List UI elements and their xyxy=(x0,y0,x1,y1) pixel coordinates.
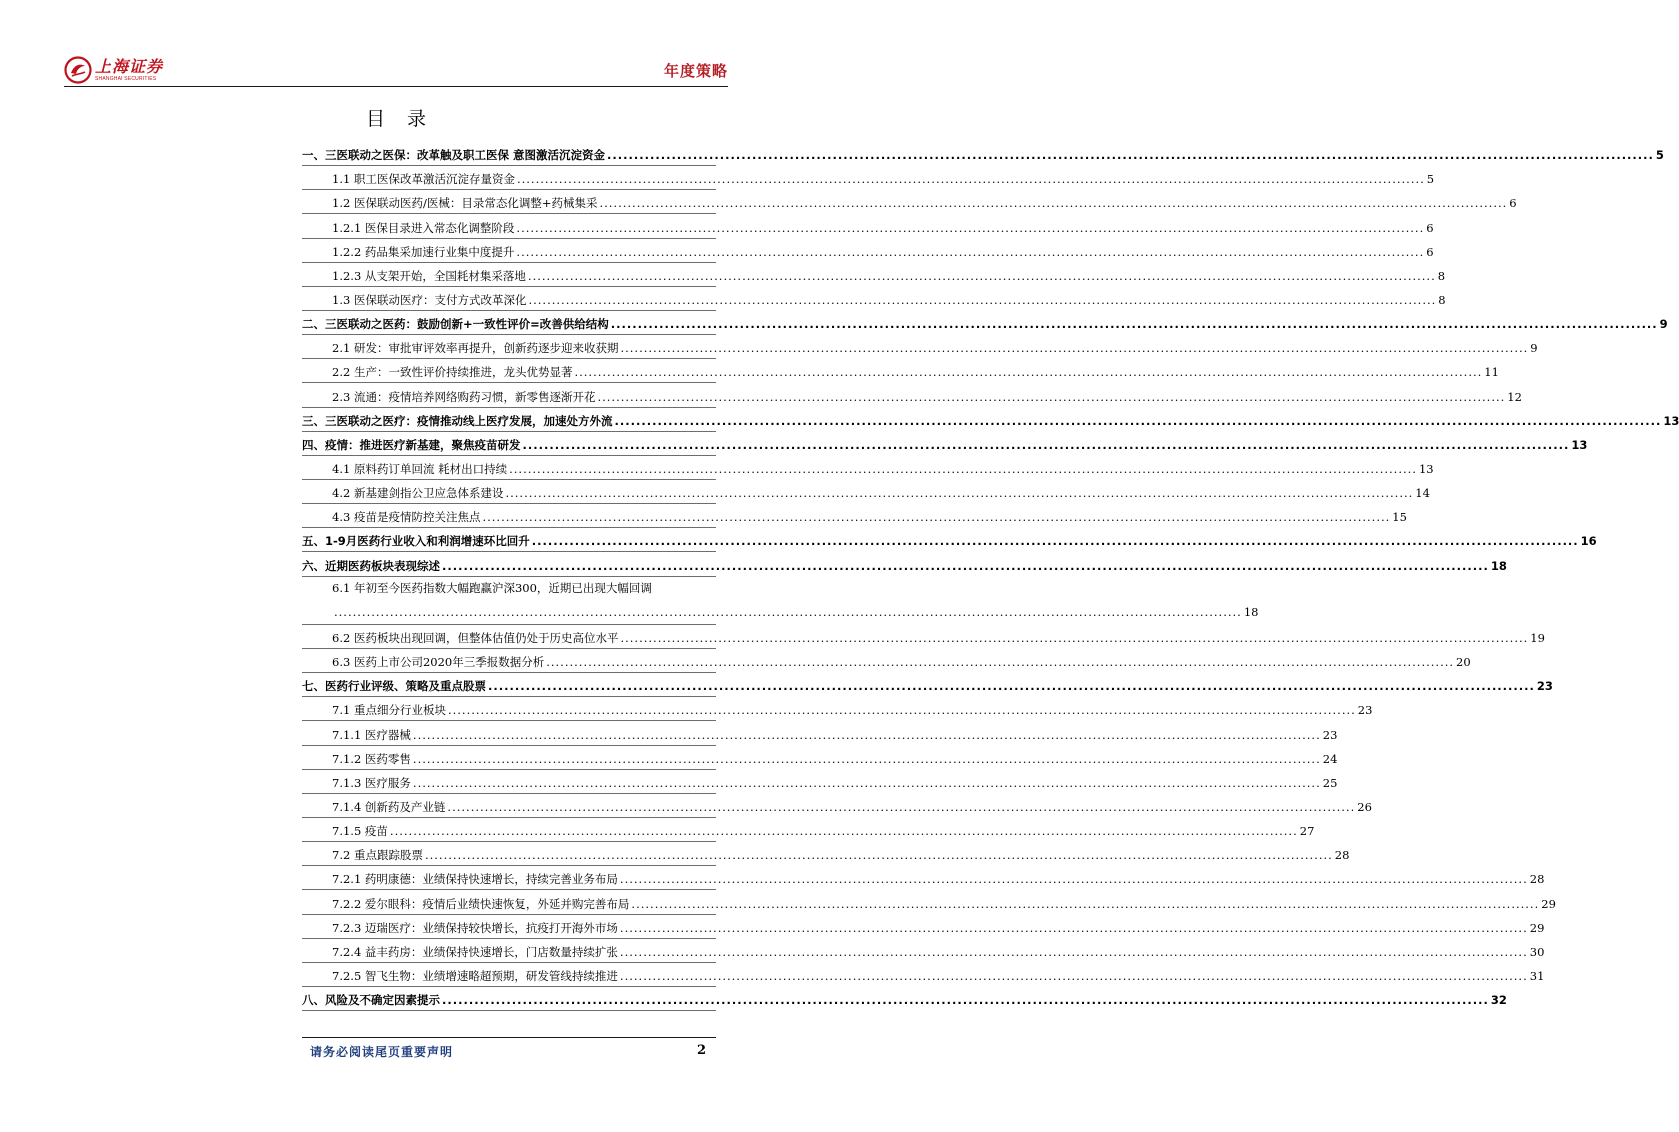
toc-entry-page: 32 xyxy=(1490,993,1507,1008)
toc-entry-title: 2.2 生产：一致性评价持续推进，龙头优势显著 xyxy=(332,365,573,380)
toc-entry[interactable] xyxy=(302,577,1259,625)
toc-entry-title: 1.2.1 医保目录进入常态化调整阶段 xyxy=(332,220,515,235)
toc-entry-title: 4.2 新基建剑指公卫应急体系建设 xyxy=(332,486,504,501)
toc-entry-page: 30 xyxy=(1529,944,1545,959)
toc-leader-dots xyxy=(607,148,1654,162)
toc-entry-page: 5 xyxy=(1426,172,1435,187)
logo-text: 上海证券 xyxy=(95,56,164,76)
toc-leader-dots xyxy=(620,921,1528,935)
toc-entry[interactable] xyxy=(302,721,1338,745)
toc-entry-page: 14 xyxy=(1415,486,1430,501)
toc-entry[interactable] xyxy=(302,142,1664,166)
toc-entry-page: 8 xyxy=(1437,268,1446,283)
toc-entry-page: 31 xyxy=(1529,968,1545,983)
toc-entry[interactable] xyxy=(302,311,1668,335)
company-logo xyxy=(64,56,163,84)
toc-entry-title: 1.2 医保联动医药/医械：目录常态化调整+药械集采 xyxy=(332,196,598,211)
toc-entry-title: 2.1 研发：审批审评效率再提升，创新药逐步迎来收获期 xyxy=(332,341,619,356)
toc-title: 目 录 xyxy=(365,108,435,130)
toc-entry[interactable] xyxy=(302,408,1679,432)
toc-entry-page: 23 xyxy=(1322,727,1338,742)
toc-entry[interactable] xyxy=(302,770,1338,794)
toc-leader-dots xyxy=(517,172,1425,186)
toc-entry-title: 1.3 医保联动医疗：支付方式改革深化 xyxy=(332,292,527,307)
toc-entry-title: 6.1 年初至今医药指数大幅跑赢沪深300，近期已出现大幅回调 xyxy=(332,580,652,595)
document-type: 年度策略 xyxy=(663,62,728,80)
toc-leader-dots xyxy=(620,969,1528,983)
toc-leader-dots xyxy=(488,679,1535,693)
toc-entry-title: 7.1 重点细分行业板块 xyxy=(332,703,446,718)
page-footer xyxy=(64,1043,728,1063)
toc-entry[interactable] xyxy=(302,673,1553,697)
toc-entry[interactable] xyxy=(302,190,1517,214)
toc-entry-page: 29 xyxy=(1529,920,1545,935)
toc-entry[interactable] xyxy=(302,287,1446,311)
toc-entry-page: 24 xyxy=(1322,751,1338,766)
footer-divider xyxy=(302,1037,716,1038)
toc-entry-title: 6.3 医药上市公司2020年三季报数据分析 xyxy=(332,655,545,670)
toc-leader-dots xyxy=(546,655,1454,669)
toc-entry-page: 5 xyxy=(1655,148,1664,163)
toc-entry[interactable] xyxy=(302,432,1588,456)
toc-entry-page: 15 xyxy=(1392,510,1407,525)
header-divider xyxy=(64,86,728,87)
toc-entry[interactable] xyxy=(302,939,1545,963)
toc-entry-page: 20 xyxy=(1456,655,1471,670)
toc-entry-page: 13 xyxy=(1663,413,1679,428)
page-number: 2 xyxy=(696,1043,706,1058)
toc-entry[interactable] xyxy=(302,480,1430,504)
toc-entry-page: 12 xyxy=(1507,389,1522,404)
toc-entry-title: 4.1 原料药订单回流 耗材出口持续 xyxy=(332,461,508,476)
toc-entry[interactable] xyxy=(302,359,1499,383)
toc-leader-dots xyxy=(620,872,1528,886)
toc-leader-dots xyxy=(620,341,1528,355)
toc-leader-dots xyxy=(528,269,1436,283)
toc-leader-dots xyxy=(425,848,1333,862)
toc-entry[interactable] xyxy=(302,239,1434,263)
toc-leader-dots xyxy=(413,728,1321,742)
toc-entry-title: 7.2 重点跟踪股票 xyxy=(332,848,423,863)
toc-leader-dots xyxy=(482,510,1390,524)
toc-entry-title: 七、医药行业评级、策略及重点股票 xyxy=(302,679,486,694)
toc-leader-dots xyxy=(615,414,1662,428)
toc-entry-page: 28 xyxy=(1529,872,1545,887)
toc-entry[interactable] xyxy=(302,915,1545,939)
toc-entry-title: 1.2.2 药品集采加速行业集中度提升 xyxy=(332,244,515,259)
toc-leader-dots xyxy=(599,196,1507,210)
toc-entry[interactable] xyxy=(302,890,1556,914)
toc-entry[interactable] xyxy=(302,866,1545,890)
toc-leader-dots xyxy=(611,317,1658,331)
toc-entry[interactable] xyxy=(302,263,1446,287)
toc-entry-page: 25 xyxy=(1322,775,1338,790)
table-of-contents xyxy=(302,142,1679,1011)
toc-entry[interactable] xyxy=(302,746,1338,770)
toc-entry-page: 6 xyxy=(1426,244,1434,259)
toc-entry-page: 13 xyxy=(1418,461,1434,476)
toc-leader-dots xyxy=(413,776,1321,790)
toc-entry-title: 1.1 职工医保改革激活沉淀存量资金 xyxy=(332,172,515,187)
toc-entry-title: 1.2.3 从支架开始，全国耗材集采落地 xyxy=(332,268,526,283)
toc-leader-dots xyxy=(574,365,1482,379)
toc-entry[interactable] xyxy=(302,552,1507,576)
toc-entry-title: 一、三医联动之医保：改革触及职工医保 意图激活沉淀资金 xyxy=(302,148,606,163)
toc-leader-dots xyxy=(334,605,1242,619)
toc-leader-dots xyxy=(448,703,1356,717)
toc-entry[interactable] xyxy=(302,963,1545,987)
toc-leader-dots xyxy=(631,897,1539,911)
toc-entry[interactable] xyxy=(302,166,1435,190)
toc-leader-dots xyxy=(523,438,1570,452)
disclaimer-notice: 请务必阅读尾页重要声明 xyxy=(310,1045,454,1059)
toc-entry[interactable] xyxy=(302,335,1538,359)
toc-entry[interactable] xyxy=(302,456,1434,480)
toc-entry-page: 23 xyxy=(1357,703,1373,718)
toc-leader-dots xyxy=(516,245,1424,259)
toc-entry-title: 二、三医联动之医药：鼓励创新+一致性评价=改善供给结构 xyxy=(302,317,609,332)
toc-entry-title: 三、三医联动之医疗：疫情推动线上医疗发展，加速处方外流 xyxy=(302,413,613,428)
toc-entry-page: 6 xyxy=(1426,220,1434,235)
toc-entry-title: 7.2.2 爱尔眼科：疫情后业绩快速恢复，外延并购完善布局 xyxy=(332,896,630,911)
toc-entry-page: 8 xyxy=(1438,292,1446,307)
toc-leader-dots xyxy=(620,945,1528,959)
toc-entry[interactable] xyxy=(302,818,1315,842)
toc-entry[interactable] xyxy=(302,383,1522,407)
toc-entry-title: 7.1.4 创新药及产业链 xyxy=(332,799,446,814)
toc-entry-page: 9 xyxy=(1530,341,1538,356)
toc-leader-dots xyxy=(516,221,1424,235)
toc-leader-dots xyxy=(442,559,1489,573)
toc-entry[interactable] xyxy=(302,842,1350,866)
toc-entry-page: 29 xyxy=(1541,896,1556,911)
toc-entry-title: 7.2.5 智飞生物：业绩增速略超预期，研发管线持续推进 xyxy=(332,968,618,983)
toc-entry-page: 18 xyxy=(1490,558,1507,573)
toc-entry-title: 4.3 疫苗是疫情防控关注焦点 xyxy=(332,510,481,525)
toc-entry-title: 2.3 流通：疫情培养网络购药习惯，新零售逐渐开花 xyxy=(332,389,596,404)
toc-leader-dots xyxy=(413,752,1321,766)
toc-entry-title: 6.2 医药板块出现回调，但整体估值仍处于历史高位水平 xyxy=(332,630,619,645)
toc-entry-page: 23 xyxy=(1536,679,1553,694)
toc-entry-page: 9 xyxy=(1659,317,1668,332)
toc-entry-page: 11 xyxy=(1484,365,1499,380)
toc-entry-page: 18 xyxy=(1243,604,1259,619)
toc-entry-page: 13 xyxy=(1571,437,1588,452)
toc-entry[interactable] xyxy=(302,794,1372,818)
toc-entry-title: 7.2.1 药明康德：业绩保持快速增长，持续完善业务布局 xyxy=(332,872,618,887)
toc-entry-page: 27 xyxy=(1299,824,1315,839)
toc-entry-title: 六、近期医药板块表现综述 xyxy=(302,558,440,573)
toc-leader-dots xyxy=(597,390,1505,404)
toc-leader-dots xyxy=(442,993,1489,1007)
toc-entry-title: 7.1.5 疫苗 xyxy=(332,824,388,839)
toc-leader-dots xyxy=(620,631,1528,645)
toc-leader-dots xyxy=(532,534,1579,548)
toc-entry-title: 7.1.3 医疗服务 xyxy=(332,775,411,790)
toc-entry[interactable] xyxy=(302,528,1597,552)
toc-entry-title: 7.2.4 益丰药房：业绩保持快速增长，门店数量持续扩张 xyxy=(332,944,618,959)
toc-entry-title: 7.1.1 医疗器械 xyxy=(332,727,411,742)
toc-entry[interactable] xyxy=(302,649,1471,673)
toc-entry[interactable] xyxy=(302,214,1434,238)
toc-entry[interactable] xyxy=(302,504,1407,528)
toc-entry[interactable] xyxy=(302,697,1373,721)
toc-leader-dots xyxy=(505,486,1413,500)
toc-leader-dots xyxy=(447,800,1355,814)
toc-entry-title: 四、疫情：推进医疗新基建，聚焦疫苗研发 xyxy=(302,437,521,452)
toc-entry-page: 6 xyxy=(1509,196,1517,211)
logo-english-text: SHANGHAI SECURITIES xyxy=(95,75,157,82)
toc-entry-title: 八、风险及不确定因素提示 xyxy=(302,993,440,1008)
page-header xyxy=(64,52,728,88)
toc-leader-dots xyxy=(509,462,1417,476)
logo-icon xyxy=(64,56,92,84)
toc-leader-dots xyxy=(390,824,1298,838)
toc-entry-page: 16 xyxy=(1580,534,1597,549)
toc-entry-title: 五、1-9月医药行业收入和利润增速环比回升 xyxy=(302,534,530,549)
toc-entry-title: 7.1.2 医药零售 xyxy=(332,751,411,766)
toc-entry-page: 26 xyxy=(1357,799,1372,814)
toc-entry[interactable] xyxy=(302,987,1507,1011)
toc-entry-page: 28 xyxy=(1334,848,1350,863)
toc-entry-page: 19 xyxy=(1530,630,1545,645)
toc-entry[interactable] xyxy=(302,625,1545,649)
toc-leader-dots xyxy=(528,293,1436,307)
toc-entry-title: 7.2.3 迈瑞医疗：业绩保持较快增长，抗疫打开海外市场 xyxy=(332,920,618,935)
